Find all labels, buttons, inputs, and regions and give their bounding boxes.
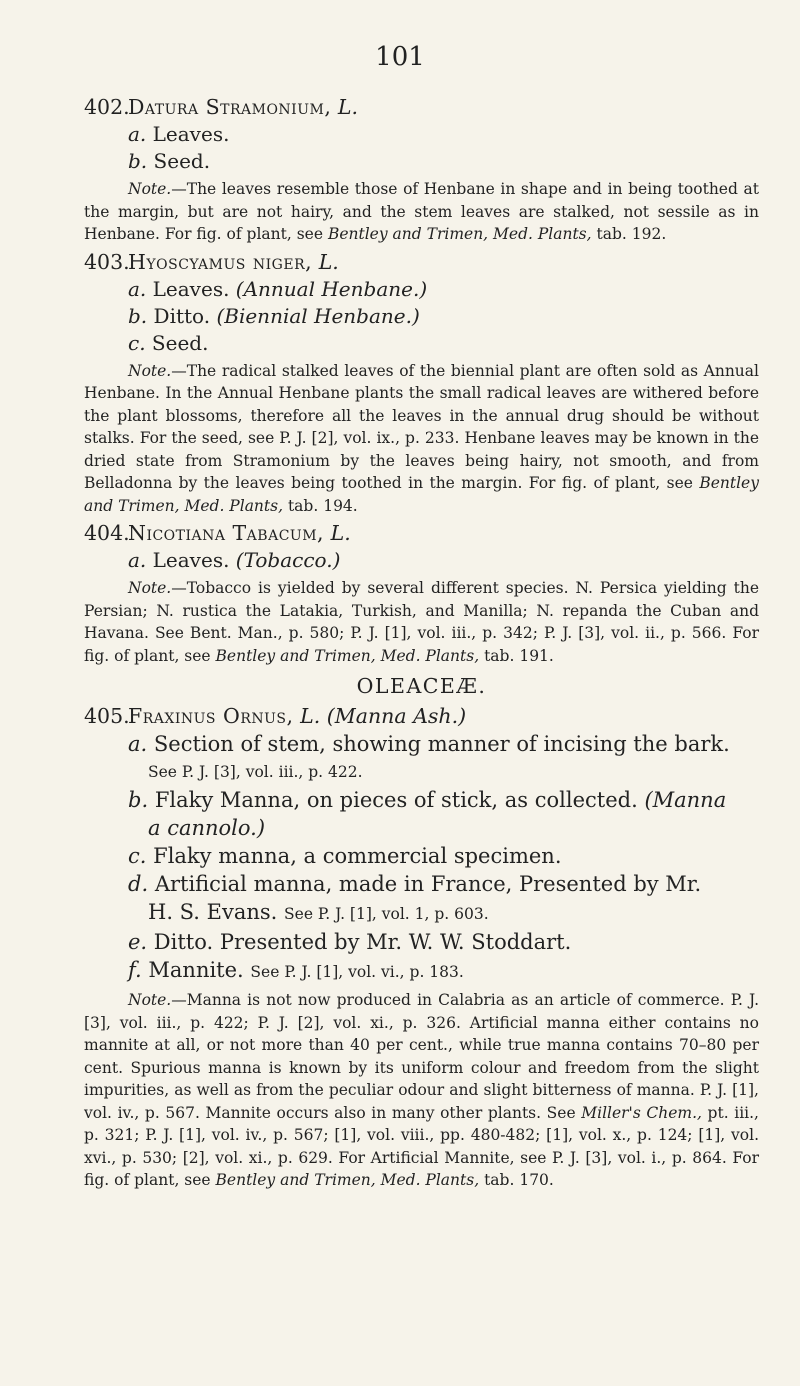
specimen-item: c. Seed. xyxy=(128,330,209,355)
specimen-item: a. Leaves. (Tobacco.) xyxy=(128,548,341,572)
reference: See P. J. [1], vol. 1, p. 603. xyxy=(284,905,489,923)
entry-number: 404. xyxy=(84,521,130,545)
page-number: 101 xyxy=(375,42,425,72)
entry-heading xyxy=(84,249,759,276)
entry-number: 402. xyxy=(84,95,130,119)
entry-404 xyxy=(84,520,759,667)
section-heading: OLEACEÆ. xyxy=(356,674,487,698)
entry-heading xyxy=(84,94,759,121)
entry-note: Note.—Manna is not now produced in Calabria as an article of commerce. P. J. [3], vol. iii., p. 422; P. J. [2], vol. xi., p. 326. Artificial manna either contains no mannite at all, or not more than 40 per cent., while true manna contains 70–80 per cent. Spurious manna is known by its uniform colour and freedom from the slight impurities, as well as from the peculiar odour and slight bitterness of manna. P. J. [1], vol. iv., p. 567. Mannite occurs also in many other plants. See Miller's Chem., pt. iii., p. 321; P. J. [1], vol. iv., p. 567; [1], vol. viii., pp. 480-482; [1], vol. x., p. 124; [1], vol. xvi., p. 530; [2], vol. xi., p. 629. For Artificial Mannite, see P. J. [3], vol. i., p. 864. For fig. of plant, see Bentley and Trimen, Med. Plants, tab. 170. xyxy=(84,991,759,1189)
specimen-item: d. Artificial manna, made in France, Presented by Mr. H. S. Evans. See P. J. [1], vol. 1, p. 603. xyxy=(128,872,702,924)
specimen-item: b. Seed. xyxy=(128,149,211,173)
specimen-item: a. Section of stem, showing manner of incising the bark. See P. J. [3], vol. iii., p. 422. xyxy=(128,730,759,786)
author-abbrev: L. xyxy=(300,704,321,728)
entry-405 xyxy=(84,703,759,1192)
specimen-item: a. Leaves. xyxy=(128,122,230,146)
species-name: Nicotiana Tabacum, xyxy=(128,521,325,545)
author-abbrev: L. xyxy=(318,249,339,274)
page-content xyxy=(84,94,759,1195)
common-name-cont: a cannolo.) xyxy=(148,816,266,840)
species-name: Fraxinus Ornus, xyxy=(128,704,294,728)
specimen-item: b. Ditto. (Biennial Henbane.) xyxy=(128,303,420,328)
entry-note: Note.—Tobacco is yielded by several different species. N. Persica yielding the Persian; N. rustica the Latakia, Turkish, and Manilla; N. repanda the Cuban and Havana. See Bent. Man., p. 580; P. J. [1], vol. iii., p. 342; P. J. [3], vol. ii., p. 566. For fig. of plant, see Bentley and Trimen, Med. Plants, tab. 191. xyxy=(84,579,759,665)
specimen-item: a. Leaves. (Annual Henbane.) xyxy=(128,276,428,301)
specimen-item: e. Ditto. Presented by Mr. W. W. Stoddart. xyxy=(128,930,572,954)
entry-heading xyxy=(84,520,759,547)
entry-number: 403. xyxy=(84,249,130,274)
author-abbrev: L. xyxy=(337,95,359,119)
specimen-item: c. Flaky manna, a commercial specimen. xyxy=(128,844,562,868)
specimen-item: f. Mannite. See P. J. [1], vol. vi., p. 183. xyxy=(128,958,464,982)
entry-heading xyxy=(84,703,759,730)
reference: See P. J. [3], vol. iii., p. 422. xyxy=(148,763,363,781)
entry-402 xyxy=(84,94,759,246)
author-abbrev: L. xyxy=(330,521,351,545)
reference: See P. J. [1], vol. vi., p. 183. xyxy=(250,963,464,981)
entry-note: Note.—The leaves resemble those of Henbane in shape and in being toothed at the margin, but are not hairy, and the stem leaves are stalked, not sessile as in Henbane. For fig. of plant, see Bentley and Trimen, Med. Plants, tab. 192. xyxy=(84,180,759,243)
species-name: Datura Stramonium, xyxy=(128,95,332,119)
entry-403 xyxy=(84,249,759,518)
entry-number: 405. xyxy=(84,704,130,728)
common-name: (Manna Ash.) xyxy=(326,704,467,728)
species-name: Hyoscyamus niger, xyxy=(128,249,313,274)
specimen-item: b. Flaky Manna, on pieces of stick, as collected. (Manna a cannolo.) xyxy=(128,786,759,842)
entry-note: Note.—The radical stalked leaves of the biennial plant are often sold as Annual Henbane. In the Annual Henbane plants the small radical leaves are withered before the plant blossoms, therefore all the leaves in the annual drug should be without stalks. For the seed, see P. J. [2], vol. ix., p. 233. Henbane leaves may be known in the dried state from Stramonium by the leaves being hairy, not smooth, and from Belladonna by the leaves being toothed in the margin. For fig. of plant, see Bentley and Trimen, Med. Plants, tab. 194. xyxy=(84,361,759,515)
